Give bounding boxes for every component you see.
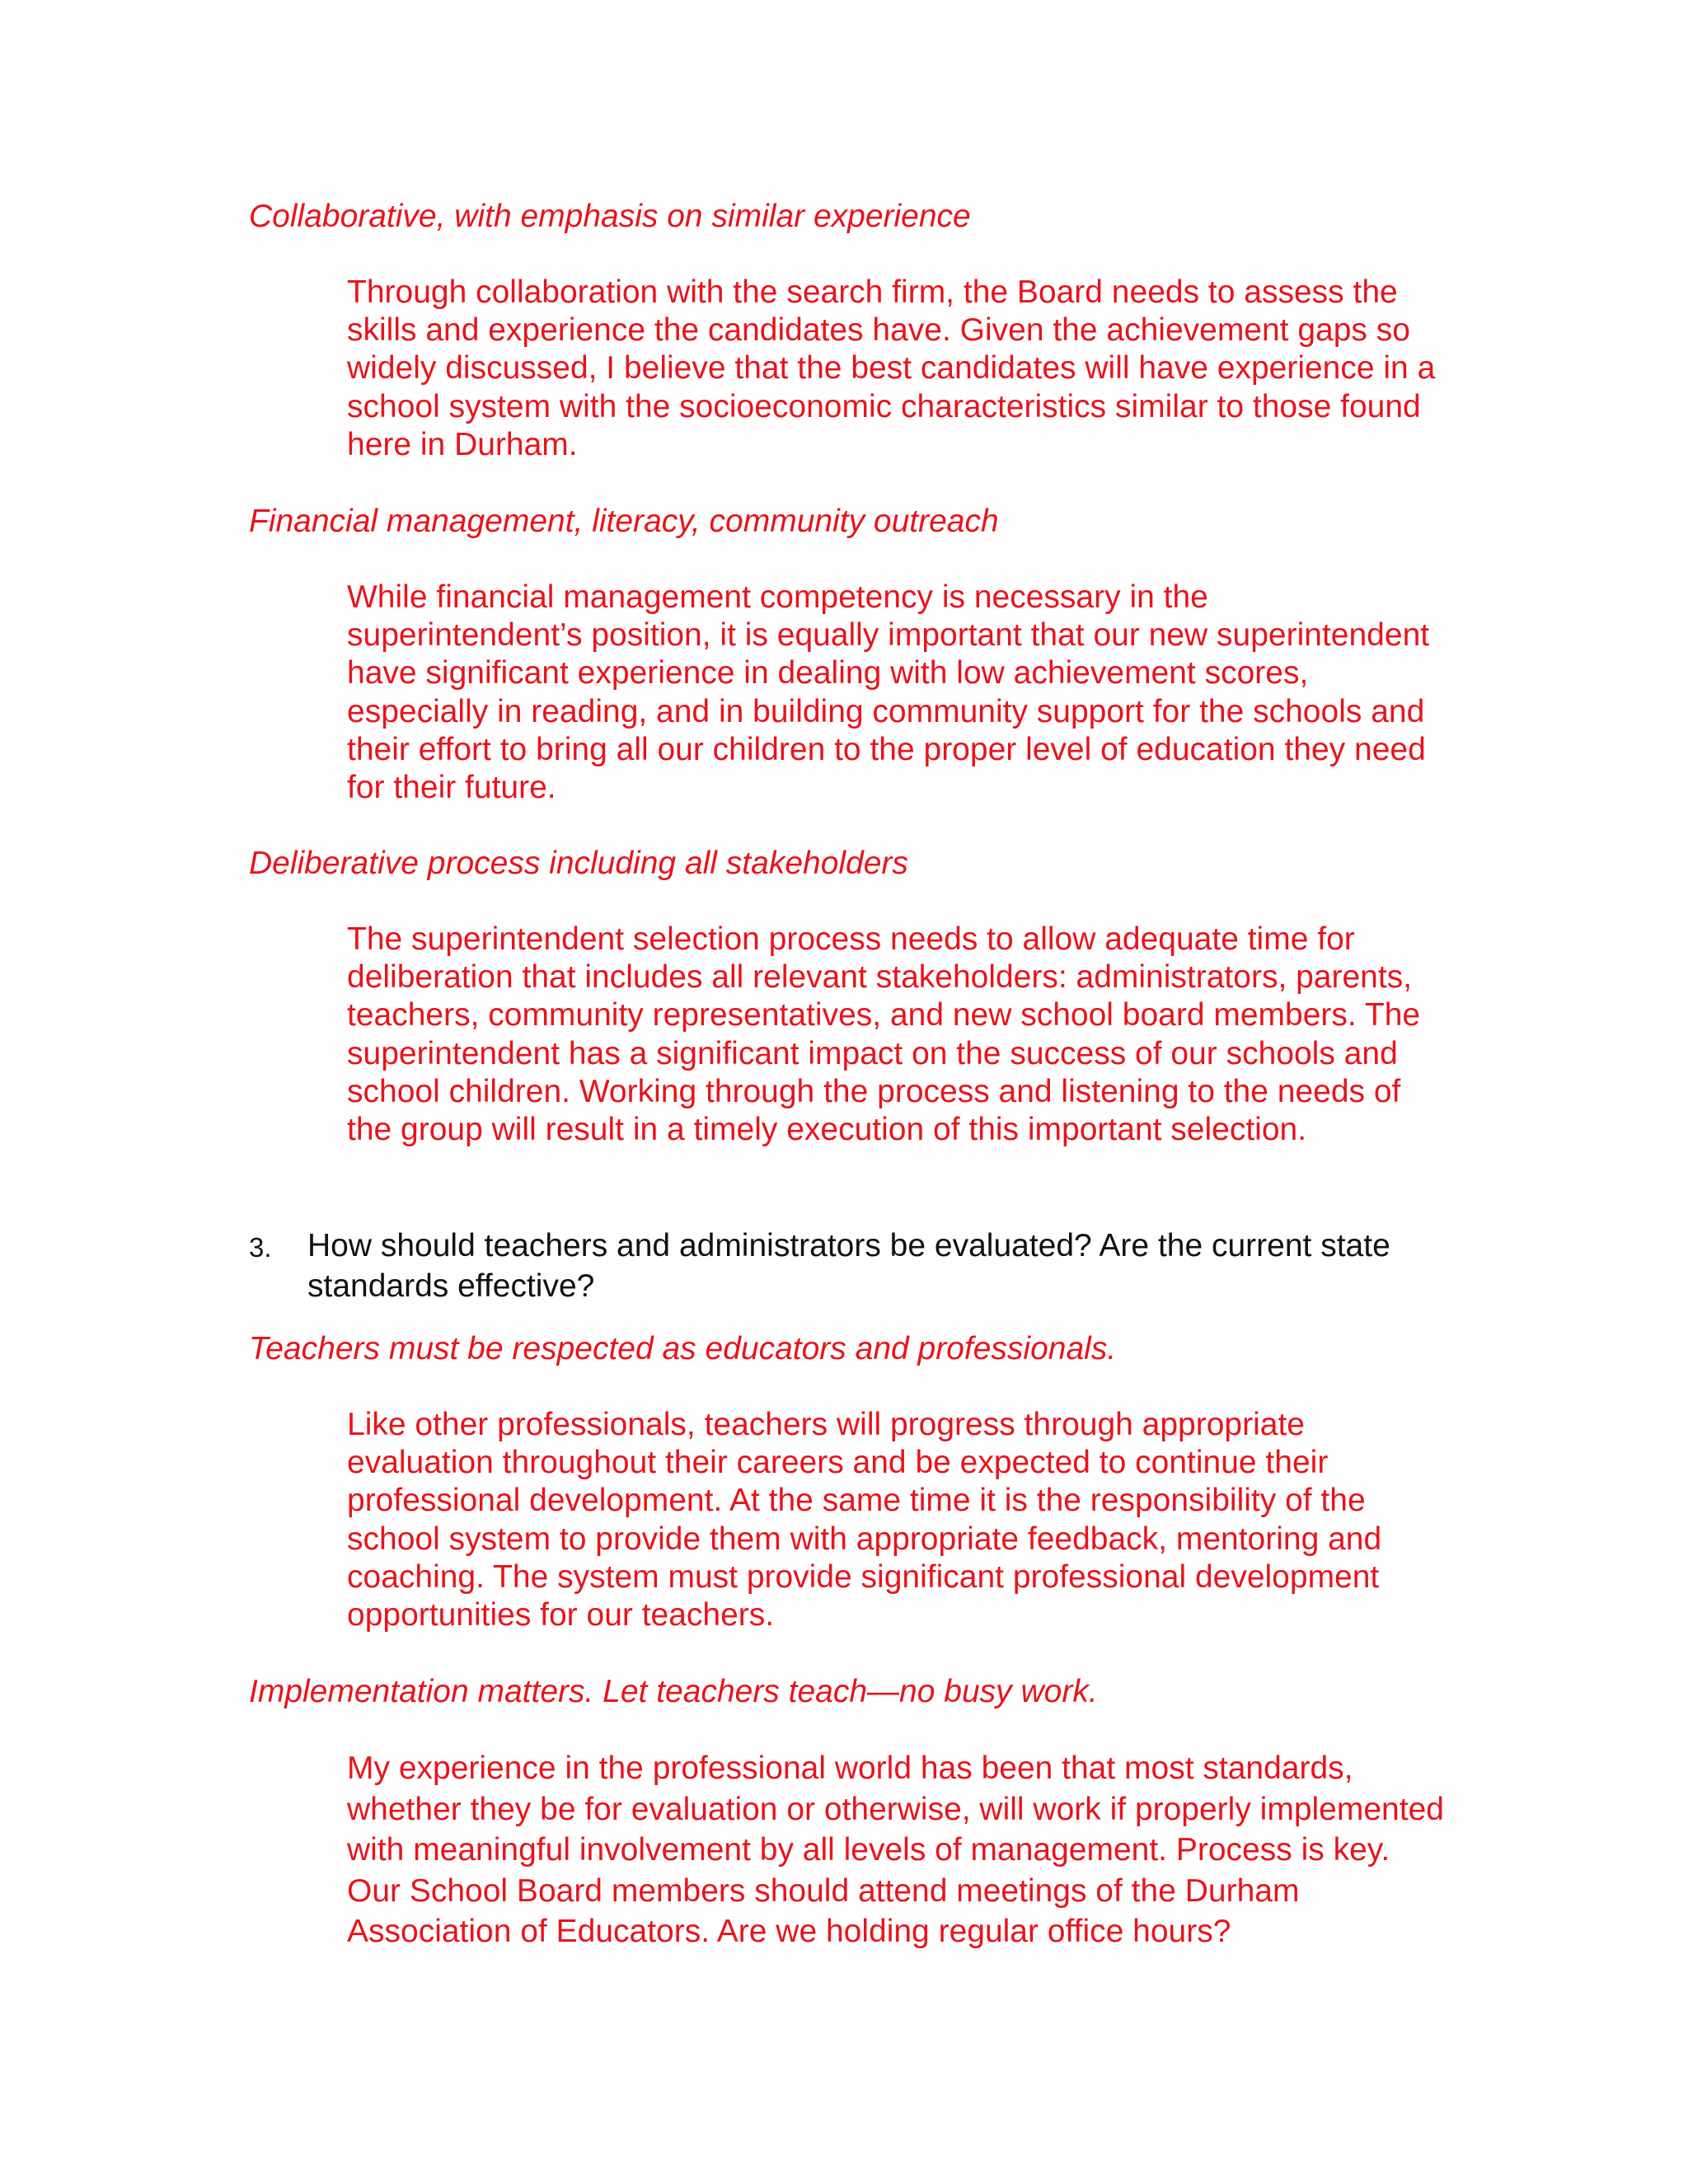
section-paragraph: Through collaboration with the search firm, the Board needs to assess the skills and experience the candidates have. Given the achievement gaps so widely discussed, I believe that the best candidates will have experience in a school system with the socioeconomic characteristics similar to those found here in Durham. — [347, 274, 1436, 462]
section-paragraph: Like other professionals, teachers will progress through appropriate evaluation throughout their careers and be expected to continue their professional development. At the same time it is the responsibility of the school system to provide them with appropriate feedback, mentoring and coaching. The system must provide significant professional development opportunities for our teachers. — [347, 1407, 1382, 1633]
section-paragraph: My experience in the professional world has been that most standards, whether they be for evaluation or otherwise, will work if properly implemented with meaningful involvement by all levels of management. Process is key. Our School Board members should attend meetings of the Durham Association of Educators. Are we holding regular office hours? — [347, 1750, 1444, 1950]
section-heading: Collaborative, with emphasis on similar experience — [249, 199, 971, 234]
section-heading: Financial management, literacy, community outreach — [249, 504, 999, 539]
section-heading: Implementation matters. Let teachers teach—no busy work. — [249, 1674, 1098, 1709]
section-paragraph: The superintendent selection process needs to allow adequate time for deliberation that includes all relevant stakeholders: administrators, parents, teachers, community representatives, and new school board members. The superintendent has a significant impact on the success of our schools and school children. Working through the process and listening to the needs of the group will result in a timely execution of this important selection. — [347, 921, 1421, 1148]
section-heading: Deliberative process including all stakeholders — [249, 846, 908, 881]
section-heading: Teachers must be respected as educators and professionals. — [249, 1331, 1117, 1366]
question-number: 3. — [249, 1232, 272, 1263]
section-paragraph: While financial management competency is necessary in the superintendent’s position, it is equally important that our new superintendent have significant experience in dealing with low achievement scores, especially in reading, and in building community support for the schools and their effort to bring all our children to the proper level of education they need for their future. — [347, 579, 1430, 806]
question-text: How should teachers and administrators be evaluated? Are the current state standards effective? — [307, 1228, 1390, 1304]
